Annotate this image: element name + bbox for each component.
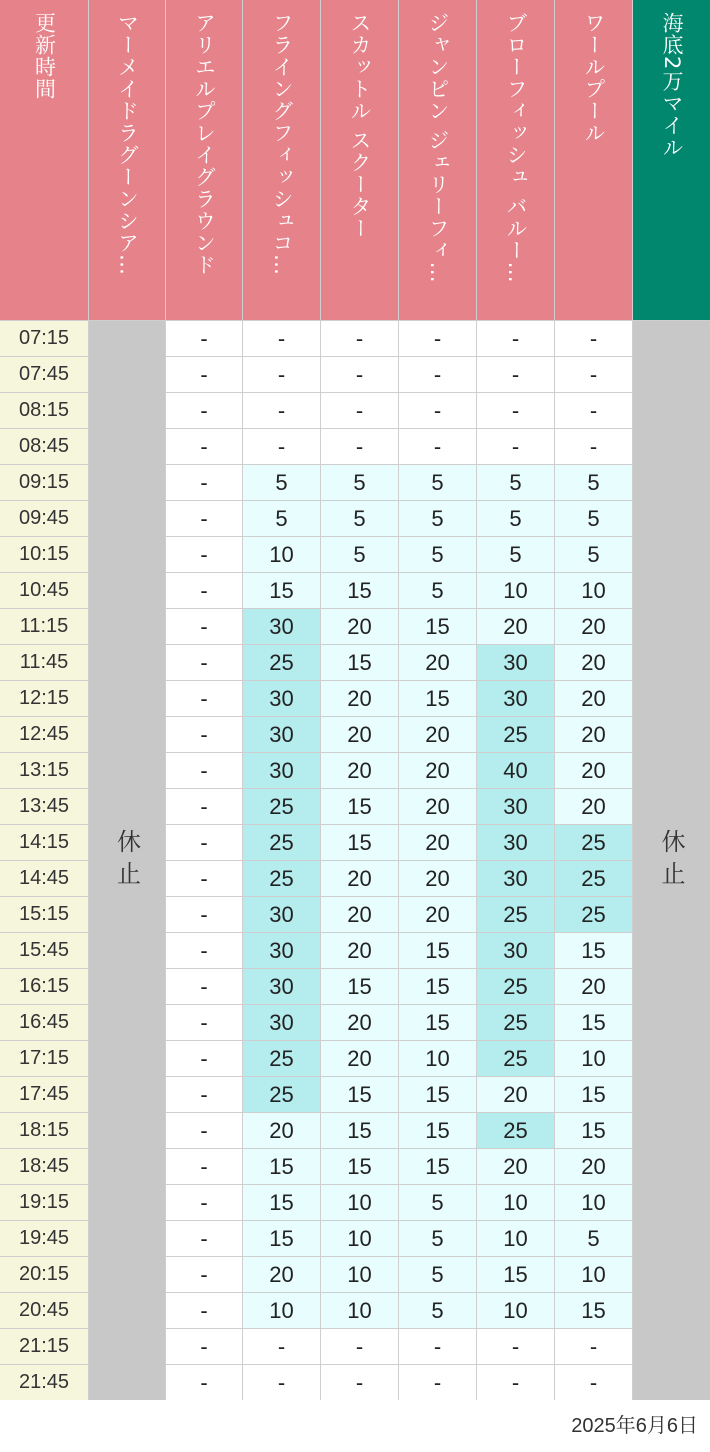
wait-cell-blowfish: 30 (477, 861, 554, 896)
wait-cell-jellyfish: 15 (399, 969, 476, 1004)
time-cell: 11:45 (0, 645, 88, 680)
wait-cell-whirlpool: - (555, 321, 632, 356)
wait-cell-scuttle: 20 (321, 897, 398, 932)
header-flying-fish: フライングフィッシュコ… (270, 12, 295, 276)
wait-cell-blowfish: 10 (477, 1293, 554, 1328)
wait-cell-blowfish: 25 (477, 1041, 554, 1076)
wait-cell-blowfish: 25 (477, 717, 554, 752)
wait-cell-ariel-playground: - (166, 1257, 242, 1292)
wait-cell-ariel-playground: - (166, 861, 242, 896)
wait-cell-flying-fish: - (243, 1329, 320, 1364)
wait-cell-whirlpool: 25 (555, 825, 632, 860)
time-cell: 08:45 (0, 429, 88, 464)
header-blowfish: ブローフィッシュ バルー… (504, 12, 529, 284)
wait-cell-jellyfish: - (399, 1365, 476, 1400)
wait-cell-whirlpool: 15 (555, 1293, 632, 1328)
wait-cell-blowfish: 20 (477, 1149, 554, 1184)
wait-cell-flying-fish: 25 (243, 1041, 320, 1076)
wait-cell-flying-fish: - (243, 393, 320, 428)
wait-cell-jellyfish: 15 (399, 681, 476, 716)
wait-cell-whirlpool: 5 (555, 465, 632, 500)
wait-cell-flying-fish: 15 (243, 1149, 320, 1184)
wait-cell-jellyfish: 15 (399, 1113, 476, 1148)
time-cell: 14:15 (0, 825, 88, 860)
time-cell: 17:45 (0, 1077, 88, 1112)
wait-cell-jellyfish: 20 (399, 825, 476, 860)
header-whirlpool: ワールプール (582, 12, 607, 144)
time-cell: 16:45 (0, 1005, 88, 1040)
time-cell: 10:15 (0, 537, 88, 572)
wait-cell-flying-fish: 25 (243, 825, 320, 860)
wait-cell-jellyfish: 5 (399, 1293, 476, 1328)
closed-block-mermaid (89, 321, 165, 1400)
wait-cell-scuttle: 15 (321, 645, 398, 680)
wait-cell-jellyfish: 5 (399, 537, 476, 572)
wait-cell-flying-fish: 30 (243, 933, 320, 968)
wait-cell-whirlpool: 5 (555, 501, 632, 536)
wait-cell-blowfish: - (477, 357, 554, 392)
wait-cell-flying-fish: 10 (243, 1293, 320, 1328)
wait-cell-scuttle: 15 (321, 573, 398, 608)
wait-cell-blowfish: - (477, 429, 554, 464)
header-time-label: 更新時間 (32, 12, 57, 100)
wait-cell-ariel-playground: - (166, 429, 242, 464)
header-time (0, 0, 88, 320)
header-jellyfish: ジャンピン ジェリーフィ… (426, 12, 451, 284)
wait-cell-ariel-playground: - (166, 645, 242, 680)
time-cell: 09:45 (0, 501, 88, 536)
header-col-6 (555, 0, 632, 320)
wait-cell-scuttle: 15 (321, 969, 398, 1004)
wait-cell-ariel-playground: - (166, 1149, 242, 1184)
closed-block-20000-leagues (633, 321, 710, 1400)
wait-cell-whirlpool: 15 (555, 1005, 632, 1040)
wait-cell-scuttle: 15 (321, 1077, 398, 1112)
wait-cell-scuttle: 10 (321, 1257, 398, 1292)
wait-cell-ariel-playground: - (166, 681, 242, 716)
wait-cell-whirlpool: 5 (555, 537, 632, 572)
wait-cell-jellyfish: 20 (399, 897, 476, 932)
wait-cell-blowfish: 30 (477, 825, 554, 860)
wait-cell-blowfish: - (477, 393, 554, 428)
wait-cell-ariel-playground: - (166, 393, 242, 428)
wait-cell-scuttle: 20 (321, 681, 398, 716)
wait-cell-flying-fish: 30 (243, 717, 320, 752)
wait-cell-jellyfish: 20 (399, 645, 476, 680)
wait-cell-scuttle: 20 (321, 861, 398, 896)
wait-cell-whirlpool: 20 (555, 645, 632, 680)
header-col-7 (633, 0, 710, 320)
wait-cell-scuttle: - (321, 321, 398, 356)
wait-cell-scuttle: 10 (321, 1221, 398, 1256)
header-scuttle: スカットル スクーター (348, 12, 373, 240)
header-col-2 (243, 0, 320, 320)
wait-cell-ariel-playground: - (166, 1293, 242, 1328)
wait-cell-ariel-playground: - (166, 609, 242, 644)
wait-cell-scuttle: 15 (321, 1113, 398, 1148)
wait-cell-blowfish: 25 (477, 1005, 554, 1040)
time-cell: 21:15 (0, 1329, 88, 1364)
wait-cell-ariel-playground: - (166, 1077, 242, 1112)
time-cell: 18:15 (0, 1113, 88, 1148)
wait-cell-ariel-playground: - (166, 537, 242, 572)
wait-cell-blowfish: 5 (477, 465, 554, 500)
wait-cell-scuttle: - (321, 393, 398, 428)
wait-cell-scuttle: 10 (321, 1293, 398, 1328)
header-col-4 (399, 0, 476, 320)
time-cell: 07:45 (0, 357, 88, 392)
wait-cell-flying-fish: - (243, 321, 320, 356)
wait-cell-jellyfish: 5 (399, 465, 476, 500)
time-cell: 18:45 (0, 1149, 88, 1184)
wait-cell-blowfish: 30 (477, 681, 554, 716)
wait-cell-scuttle: - (321, 357, 398, 392)
wait-cell-blowfish: - (477, 1329, 554, 1364)
wait-cell-flying-fish: 25 (243, 789, 320, 824)
wait-cell-ariel-playground: - (166, 465, 242, 500)
wait-cell-flying-fish: 5 (243, 501, 320, 536)
time-cell: 08:15 (0, 393, 88, 428)
wait-cell-ariel-playground: - (166, 573, 242, 608)
wait-cell-scuttle: - (321, 1329, 398, 1364)
wait-cell-scuttle: 15 (321, 1149, 398, 1184)
time-cell: 19:45 (0, 1221, 88, 1256)
wait-cell-scuttle: 10 (321, 1185, 398, 1220)
wait-cell-flying-fish: 20 (243, 1113, 320, 1148)
wait-cell-flying-fish: 30 (243, 897, 320, 932)
wait-cell-whirlpool: 20 (555, 609, 632, 644)
header-col-1 (166, 0, 242, 320)
wait-cell-jellyfish: 15 (399, 933, 476, 968)
wait-cell-whirlpool: 20 (555, 1149, 632, 1184)
wait-cell-scuttle: 20 (321, 933, 398, 968)
wait-cell-ariel-playground: - (166, 321, 242, 356)
header-col-3 (321, 0, 398, 320)
closed-label: 休止 (112, 828, 141, 893)
wait-cell-jellyfish: 5 (399, 573, 476, 608)
wait-cell-ariel-playground: - (166, 789, 242, 824)
header-ariel-playground: アリエルプレイグラウンド (192, 12, 217, 276)
wait-cell-whirlpool: 15 (555, 1077, 632, 1112)
wait-cell-whirlpool: 15 (555, 1113, 632, 1148)
header-mermaid-lagoon-theater: マーメイドラグーンシア… (115, 12, 140, 276)
wait-cell-jellyfish: 10 (399, 1041, 476, 1076)
wait-cell-whirlpool: 10 (555, 1185, 632, 1220)
wait-cell-jellyfish: - (399, 321, 476, 356)
wait-cell-jellyfish: 15 (399, 1005, 476, 1040)
header-col-5 (477, 0, 554, 320)
wait-cell-whirlpool: 10 (555, 1257, 632, 1292)
wait-cell-whirlpool: - (555, 1329, 632, 1364)
wait-cell-flying-fish: 25 (243, 861, 320, 896)
wait-cell-jellyfish: 20 (399, 717, 476, 752)
wait-cell-flying-fish: 30 (243, 969, 320, 1004)
wait-cell-flying-fish: 25 (243, 1077, 320, 1112)
header-col-0 (89, 0, 165, 320)
wait-cell-whirlpool: 15 (555, 933, 632, 968)
wait-cell-flying-fish: 15 (243, 1221, 320, 1256)
wait-cell-jellyfish: 15 (399, 609, 476, 644)
wait-cell-whirlpool: 20 (555, 789, 632, 824)
wait-cell-ariel-playground: - (166, 753, 242, 788)
wait-cell-jellyfish: 5 (399, 1257, 476, 1292)
wait-cell-ariel-playground: - (166, 1185, 242, 1220)
wait-cell-whirlpool: - (555, 357, 632, 392)
time-cell: 13:15 (0, 753, 88, 788)
wait-cell-ariel-playground: - (166, 1005, 242, 1040)
wait-cell-jellyfish: 5 (399, 1221, 476, 1256)
wait-cell-whirlpool: 10 (555, 1041, 632, 1076)
wait-cell-jellyfish: 15 (399, 1077, 476, 1112)
wait-cell-jellyfish: 20 (399, 789, 476, 824)
wait-cell-ariel-playground: - (166, 1041, 242, 1076)
wait-cell-flying-fish: 20 (243, 1257, 320, 1292)
wait-cell-jellyfish: 20 (399, 753, 476, 788)
wait-cell-jellyfish: - (399, 357, 476, 392)
wait-cell-scuttle: - (321, 429, 398, 464)
wait-cell-whirlpool: 20 (555, 681, 632, 716)
wait-cell-whirlpool: 5 (555, 1221, 632, 1256)
time-cell: 20:15 (0, 1257, 88, 1292)
wait-cell-flying-fish: - (243, 1365, 320, 1400)
wait-cell-jellyfish: - (399, 393, 476, 428)
wait-cell-scuttle: 20 (321, 1041, 398, 1076)
wait-cell-blowfish: 20 (477, 1077, 554, 1112)
wait-cell-flying-fish: 10 (243, 537, 320, 572)
wait-cell-blowfish: 30 (477, 645, 554, 680)
footer-date: 2025年6月6日 (571, 1415, 698, 1437)
wait-cell-whirlpool: 25 (555, 897, 632, 932)
wait-cell-ariel-playground: - (166, 717, 242, 752)
wait-cell-ariel-playground: - (166, 933, 242, 968)
wait-cell-blowfish: 10 (477, 573, 554, 608)
wait-cell-blowfish: - (477, 321, 554, 356)
wait-cell-scuttle: 20 (321, 717, 398, 752)
wait-cell-scuttle: 15 (321, 789, 398, 824)
wait-cell-flying-fish: 15 (243, 1185, 320, 1220)
wait-cell-whirlpool: 20 (555, 717, 632, 752)
wait-cell-flying-fish: - (243, 429, 320, 464)
wait-cell-whirlpool: 10 (555, 573, 632, 608)
header-20000-leagues: 海底2万マイル (660, 12, 685, 159)
time-cell: 13:45 (0, 789, 88, 824)
wait-cell-scuttle: 15 (321, 825, 398, 860)
wait-cell-blowfish: 25 (477, 897, 554, 932)
wait-cell-flying-fish: 30 (243, 1005, 320, 1040)
wait-cell-ariel-playground: - (166, 357, 242, 392)
wait-cell-whirlpool: 25 (555, 861, 632, 896)
time-cell: 09:15 (0, 465, 88, 500)
wait-cell-blowfish: 30 (477, 789, 554, 824)
wait-cell-scuttle: - (321, 1365, 398, 1400)
time-cell: 07:15 (0, 321, 88, 356)
wait-cell-blowfish: 20 (477, 609, 554, 644)
wait-cell-flying-fish: 25 (243, 645, 320, 680)
wait-cell-jellyfish: 5 (399, 1185, 476, 1220)
wait-cell-whirlpool: - (555, 429, 632, 464)
time-cell: 16:15 (0, 969, 88, 1004)
wait-cell-scuttle: 20 (321, 753, 398, 788)
wait-cell-flying-fish: - (243, 357, 320, 392)
wait-cell-blowfish: - (477, 1365, 554, 1400)
time-cell: 17:15 (0, 1041, 88, 1076)
time-cell: 21:45 (0, 1365, 88, 1400)
wait-cell-jellyfish: 5 (399, 501, 476, 536)
time-cell: 19:15 (0, 1185, 88, 1220)
wait-cell-ariel-playground: - (166, 825, 242, 860)
time-cell: 12:45 (0, 717, 88, 752)
wait-cell-jellyfish: - (399, 429, 476, 464)
wait-cell-blowfish: 25 (477, 1113, 554, 1148)
wait-cell-blowfish: 10 (477, 1221, 554, 1256)
wait-cell-flying-fish: 30 (243, 753, 320, 788)
wait-cell-blowfish: 25 (477, 969, 554, 1004)
wait-cell-ariel-playground: - (166, 501, 242, 536)
wait-cell-scuttle: 20 (321, 609, 398, 644)
wait-cell-blowfish: 15 (477, 1257, 554, 1292)
wait-cell-scuttle: 5 (321, 501, 398, 536)
wait-cell-scuttle: 5 (321, 465, 398, 500)
wait-cell-ariel-playground: - (166, 1365, 242, 1400)
time-cell: 10:45 (0, 573, 88, 608)
time-cell: 15:15 (0, 897, 88, 932)
wait-cell-scuttle: 20 (321, 1005, 398, 1040)
wait-cell-whirlpool: 20 (555, 753, 632, 788)
wait-cell-scuttle: 5 (321, 537, 398, 572)
time-cell: 20:45 (0, 1293, 88, 1328)
time-cell: 14:45 (0, 861, 88, 896)
wait-cell-blowfish: 40 (477, 753, 554, 788)
time-cell: 12:15 (0, 681, 88, 716)
time-cell: 11:15 (0, 609, 88, 644)
wait-cell-blowfish: 30 (477, 933, 554, 968)
wait-cell-jellyfish: 20 (399, 861, 476, 896)
wait-cell-jellyfish: 15 (399, 1149, 476, 1184)
wait-cell-whirlpool: - (555, 1365, 632, 1400)
wait-cell-ariel-playground: - (166, 1221, 242, 1256)
wait-cell-ariel-playground: - (166, 969, 242, 1004)
closed-label: 休止 (657, 828, 685, 893)
wait-cell-whirlpool: 20 (555, 969, 632, 1004)
wait-cell-ariel-playground: - (166, 1329, 242, 1364)
wait-cell-flying-fish: 30 (243, 681, 320, 716)
wait-cell-blowfish: 5 (477, 501, 554, 536)
time-cell: 15:45 (0, 933, 88, 968)
wait-cell-whirlpool: - (555, 393, 632, 428)
wait-cell-ariel-playground: - (166, 897, 242, 932)
wait-cell-jellyfish: - (399, 1329, 476, 1364)
wait-cell-flying-fish: 5 (243, 465, 320, 500)
wait-cell-blowfish: 10 (477, 1185, 554, 1220)
wait-cell-flying-fish: 15 (243, 573, 320, 608)
wait-cell-blowfish: 5 (477, 537, 554, 572)
wait-cell-flying-fish: 30 (243, 609, 320, 644)
wait-cell-ariel-playground: - (166, 1113, 242, 1148)
